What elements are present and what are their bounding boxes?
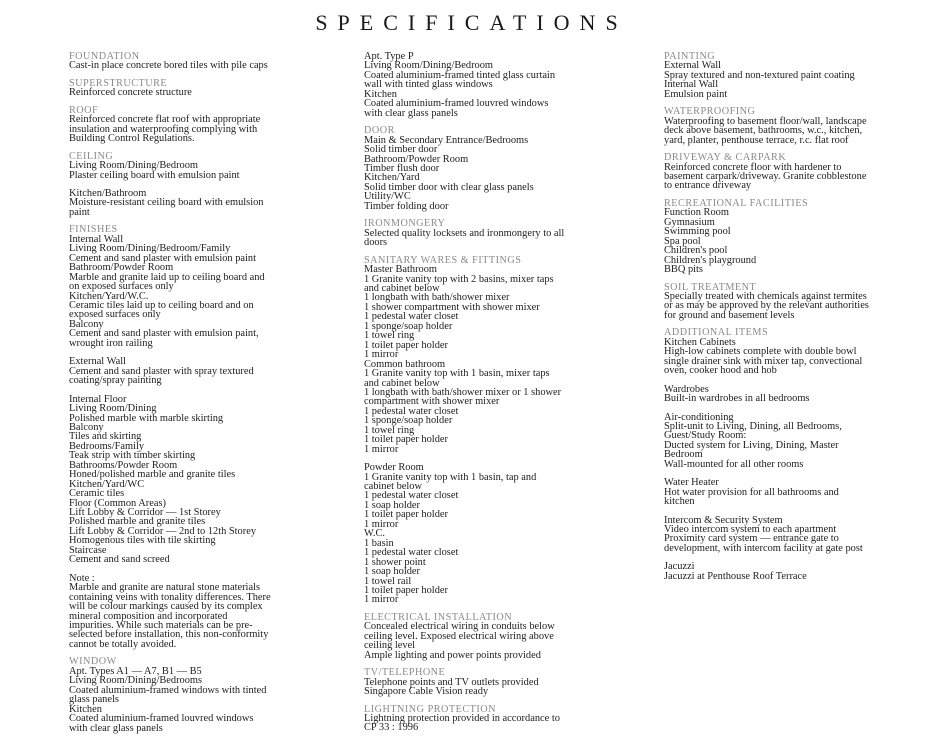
column-1 [69, 52, 349, 741]
spec-line: Singapore Cable Vision ready [364, 686, 489, 698]
spec-line: Kitchen/Yard/W.C. [69, 290, 149, 302]
spec-line: External Wall [664, 60, 721, 72]
spec-line: doors [364, 237, 388, 249]
spec-line: Living Room/Dining [69, 403, 157, 415]
spec-line: wall with tinted glass windows [364, 79, 493, 91]
spec-line: Bedroom [664, 449, 703, 461]
spec-line: Living Room/Dining/Bedroom/Family [69, 243, 231, 255]
section-heading: SUPERSTRUCTURE [69, 77, 168, 89]
spec-line: 1 pedestal water closet [364, 490, 459, 502]
spec-line: for ground and basement levels [664, 309, 795, 321]
spec-section [664, 153, 934, 191]
spec-line: 1 toilet paper holder [364, 585, 448, 597]
spec-line: 1 shower point [364, 556, 426, 568]
spec-line: 1 pedestal water closet [364, 547, 459, 559]
spec-line: Marble and granite are natural stone materials [69, 582, 260, 594]
spec-line: or as may be approved by the relevant authorities [664, 300, 869, 312]
section-heading: DOOR [364, 125, 395, 137]
spec-line: cabinet below [364, 481, 422, 493]
spacer [69, 565, 349, 574]
spec-line: Lift Lobby & Corridor — 1st Storey [69, 507, 221, 519]
spec-section [664, 52, 934, 99]
spec-line: 1 shower compartment with shower mixer [364, 301, 540, 313]
spec-line: yard, planter, penthouse terrace, r.c. flat roof [664, 134, 849, 146]
column-2 [364, 52, 654, 741]
spec-line: Bedrooms/Family [69, 440, 145, 452]
spec-section [364, 126, 654, 211]
spec-line: 1 soap holder [364, 566, 420, 578]
section-heading: WATERPROOFING [664, 106, 756, 118]
spec-line: 1 Granite vanity top with 1 basin, mixer taps [364, 368, 550, 380]
spec-line: Kitchen/Yard/WC [69, 478, 145, 490]
section-heading: SANITARY WARES & FITTINGS [364, 254, 522, 266]
spec-section [69, 657, 349, 733]
spec-line: 1 sponge/soap holder [364, 320, 453, 332]
spec-line: W.C. [364, 528, 385, 540]
spec-line: coating/spray painting [69, 375, 162, 387]
spec-line: CP 33 : 1996 [364, 722, 419, 734]
spec-section [664, 199, 934, 275]
section-heading: LIGHTNING PROTECTION [364, 703, 496, 715]
spec-line: Cement and sand plaster with emulsion paint [69, 252, 256, 264]
spec-line: Coated aluminium-framed tinted glass curtain [364, 69, 556, 81]
spec-section [364, 668, 654, 696]
spec-line: 1 longbath with bath/shower mixer or 1 shower [364, 386, 562, 398]
spec-line: Utility/WC [364, 191, 411, 203]
spec-line: 1 Granite vanity top with 2 basins, mixer taps [364, 273, 554, 285]
spec-line: Bathroom/Powder Room [69, 262, 174, 274]
spec-line: 1 longbath with bath/shower mixer [364, 292, 510, 304]
spec-line: Internal Floor [69, 393, 127, 405]
spec-line: BBQ pits [664, 264, 703, 276]
spec-line: Solid timber door with clear glass panels [364, 181, 534, 193]
spec-line: Solid timber door [364, 144, 438, 156]
spec-section [69, 225, 349, 649]
spacer [664, 553, 934, 562]
spec-line: will be colour markings caused by its complex [69, 601, 263, 613]
spec-line: 1 towel rail [364, 575, 412, 587]
spec-line: 1 soap holder [364, 499, 420, 511]
spec-line: Living Room/Dining/Bedroom [69, 160, 199, 172]
spec-line: Swimming pool [664, 226, 731, 238]
spec-line: selected before installation, this non-conformity [69, 629, 269, 641]
spec-line: to entrance driveway [664, 180, 752, 192]
section-heading: ROOF [69, 104, 99, 116]
spec-line: ceiling level. Exposed electrical wiring above [364, 630, 554, 642]
spec-line: Video intercom system to each apartment [664, 524, 837, 536]
spec-line: Lift Lobby & Corridor — 2nd to 12th Storey [69, 525, 257, 537]
spec-line: Balcony [69, 421, 104, 433]
spec-line: Coated aluminium-framed louvred windows [69, 713, 254, 725]
spec-line: Kitchen/Bathroom [69, 187, 147, 199]
spec-line: Reinforced concrete flat roof with appropriate [69, 114, 261, 126]
spec-line: Specially treated with chemicals against termites [664, 290, 867, 302]
spec-line: Kitchen/Yard [364, 172, 420, 184]
spec-line: Note : [69, 572, 95, 584]
spec-line: Ceramic tiles [69, 488, 125, 500]
spec-line: 1 pedestal water closet [364, 311, 459, 323]
spec-section [664, 283, 934, 321]
spec-line: Water Heater [664, 477, 719, 489]
spec-section [364, 705, 654, 733]
spec-line: deck above basement, bathrooms, w.c., kitchen, [664, 125, 863, 137]
spec-section [69, 106, 349, 144]
spec-line: Marble and granite laid up to ceiling board and [69, 271, 265, 283]
spec-line: Spa pool [664, 235, 701, 247]
spec-line: Proximity card system — entrance gate to [664, 533, 839, 545]
spec-line: Floor (Common Areas) [69, 497, 166, 509]
spec-line: Reinforced concrete structure [69, 87, 192, 99]
spec-line: and cabinet below [364, 377, 440, 389]
spec-line: Moisture-resistant ceiling board with emulsion [69, 197, 264, 209]
spec-line: Kitchen [364, 88, 397, 100]
section-heading: DRIVEWAY & CARPARK [664, 152, 787, 164]
page-title: SPECIFICATIONS [315, 10, 628, 35]
section-heading: ADDITIONAL ITEMS [664, 327, 769, 339]
spec-line: Staircase [69, 544, 107, 556]
spec-line: 1 basin [364, 537, 394, 549]
spec-line: on exposed surfaces only [69, 281, 174, 293]
section-heading: FINISHES [69, 224, 118, 236]
section-heading: CEILING [69, 150, 114, 162]
spec-line: Living Room/Dining/Bedroom [364, 60, 494, 72]
spec-line: 1 mirror [364, 518, 399, 530]
spec-line: Wardrobes [664, 383, 709, 395]
spec-line: Intercom & Security System [664, 514, 783, 526]
spec-line: Air-conditioning [664, 411, 734, 423]
spec-line: Gymnasium [664, 216, 715, 228]
spec-section [364, 256, 654, 605]
spec-line: basement carpark/driveway. Granite cobblestone [664, 170, 867, 182]
spec-line: Cement and sand plaster with emulsion paint, [69, 328, 259, 340]
section-heading: TV/TELEPHONE [364, 667, 446, 679]
spec-line: 1 sponge/soap holder [364, 415, 453, 427]
spec-line: Children's pool [664, 245, 728, 257]
spec-line: 1 pedestal water closet [364, 405, 459, 417]
spec-line: Waterproofing to basement floor/wall, landscape [664, 115, 867, 127]
spec-line: single drainer sink with mixer tap, convectional [664, 355, 863, 367]
spec-line: Bathroom/Powder Room [364, 153, 469, 165]
column-3 [664, 52, 934, 589]
spec-line: Honed/polished marble and granite tiles [69, 469, 236, 481]
spec-line: 1 mirror [364, 349, 399, 361]
section-heading: SOIL TREATMENT [664, 281, 757, 293]
spec-line: Master Bathroom [364, 264, 438, 276]
spec-line: glass panels [69, 694, 119, 706]
spec-line: impurities. While such materials can be pre- [69, 620, 253, 632]
spec-line: ceiling level [364, 640, 416, 652]
spec-line: Ducted system for Living, Dining, Master [664, 439, 839, 451]
spec-line: wrought iron railing [69, 337, 153, 349]
spec-line: High-low cabinets complete with double bowl [664, 346, 857, 358]
spec-line: Ample lighting and power points provided [364, 649, 541, 661]
spec-line: kitchen [664, 496, 695, 508]
spec-section [364, 613, 654, 660]
spec-line: Cement and sand screed [69, 554, 170, 566]
spec-line: Main & Secondary Entrance/Bedrooms [364, 134, 529, 146]
spec-line: Apt. Types A1 — A7, B1 — B5 [69, 665, 202, 677]
spec-line: compartment with shower mixer [364, 396, 500, 408]
spec-line: Common bathroom [364, 358, 446, 370]
spec-line: Timber folding door [364, 200, 449, 212]
spec-line: Coated aluminium-framed louvred windows [364, 98, 549, 110]
spec-line: insulation and waterproofing complying with [69, 123, 258, 135]
spec-line: 1 towel ring [364, 424, 415, 436]
spec-line: Ceramic tiles laid up to ceiling board and on [69, 299, 254, 311]
spec-line: 1 mirror [364, 443, 399, 455]
spec-line: oven, cooker hood and hob [664, 365, 777, 377]
spec-line: Tiles and skirting [69, 431, 142, 443]
spec-line: development, with intercom facility at gate post [664, 542, 863, 554]
section-heading: PAINTING [664, 51, 716, 62]
spec-line: 1 Granite vanity top with 1 basin, tap and [364, 471, 537, 483]
spec-line: 1 toilet paper holder [364, 509, 448, 521]
section-heading: IRONMONGERY [364, 218, 446, 230]
spec-line: Coated aluminium-framed windows with tinted [69, 684, 267, 696]
spec-line: Living Room/Dining/Bedrooms [69, 675, 203, 687]
spec-line: Kitchen Cabinets [664, 336, 736, 348]
spec-line: 1 towel ring [364, 330, 415, 342]
spec-line: Teak strip with timber skirting [69, 450, 196, 462]
section-heading: RECREATIONAL FACILITIES [664, 197, 809, 209]
spec-line: Emulsion paint [664, 88, 728, 100]
spec-line: Split-unit to Living, Dining, all Bedrooms, [664, 420, 842, 432]
spec-line: Jacuzzi at Penthouse Roof Terrace [664, 570, 807, 582]
spec-line: Guest/Study Room: [664, 430, 747, 442]
spec-line: mineral composition and incorporated [69, 610, 228, 622]
spec-line: Lightning protection provided in accordance to [364, 713, 560, 724]
spec-line: Balcony [69, 318, 104, 330]
spec-line: Spray textured and non-textured paint coating [664, 69, 855, 81]
spec-section [664, 107, 934, 145]
spec-line: Jacuzzi [664, 561, 695, 573]
section-heading: FOUNDATION [69, 51, 140, 62]
spec-line: Bathrooms/Powder Room [69, 459, 178, 471]
spec-line: Selected quality locksets and ironmongery to all [364, 227, 565, 239]
spec-line: Cement and sand plaster with spray textured [69, 365, 254, 377]
spec-line: Timber flush door [364, 162, 440, 174]
spec-section [364, 219, 654, 247]
spec-line: cannot be totally avoided. [69, 638, 177, 650]
spec-line: Cast-in place concrete bored tiles with pile caps [69, 60, 268, 72]
spec-line: 1 toilet paper holder [364, 339, 448, 351]
spec-line: Apt. Type P [364, 51, 414, 62]
spec-section [664, 328, 934, 581]
spec-section [364, 52, 654, 118]
spec-line: Function Room [664, 207, 729, 219]
spec-section [69, 52, 349, 71]
spec-line: exposed surfaces only [69, 309, 161, 321]
spec-line: and cabinet below [364, 282, 440, 294]
spec-line: 1 mirror [364, 594, 399, 606]
spec-line: paint [69, 206, 90, 218]
spec-line: Powder Room [364, 462, 424, 474]
spec-line: Concealed electrical wiring in conduits below [364, 621, 555, 633]
spec-line: External Wall [69, 356, 126, 368]
spec-line: with clear glass panels [364, 107, 458, 119]
spec-line: with clear glass panels [69, 722, 163, 734]
spec-line: Kitchen [69, 703, 102, 715]
section-heading: WINDOW [69, 656, 117, 668]
spec-line: Wall-mounted for all other rooms [664, 458, 804, 470]
spec-line: Polished marble with marble skirting [69, 412, 224, 424]
spec-line: Homogenous tiles with tile skirting [69, 535, 216, 547]
spec-line: 1 toilet paper holder [364, 434, 448, 446]
spec-line: Telephone points and TV outlets provided [364, 676, 539, 688]
spec-line: Polished marble and granite tiles [69, 516, 206, 528]
spec-section [69, 79, 349, 98]
spec-line: Reinforced concrete floor with hardener to [664, 161, 842, 173]
spec-line: Children's playground [664, 254, 757, 266]
spec-line: Built-in wardrobes in all bedrooms [664, 393, 810, 405]
section-heading: ELECTRICAL INSTALLATION [364, 611, 513, 623]
spec-line: Building Control Regulations. [69, 133, 195, 145]
spec-line: Hot water provision for all bathrooms and [664, 486, 839, 498]
spec-line: Internal Wall [69, 233, 124, 245]
spec-section [69, 152, 349, 218]
spec-line: Plaster ceiling board with emulsion paint [69, 169, 240, 181]
spec-line: Internal Wall [664, 79, 719, 91]
spec-line: containing veins with tonality differences. There [69, 591, 271, 603]
